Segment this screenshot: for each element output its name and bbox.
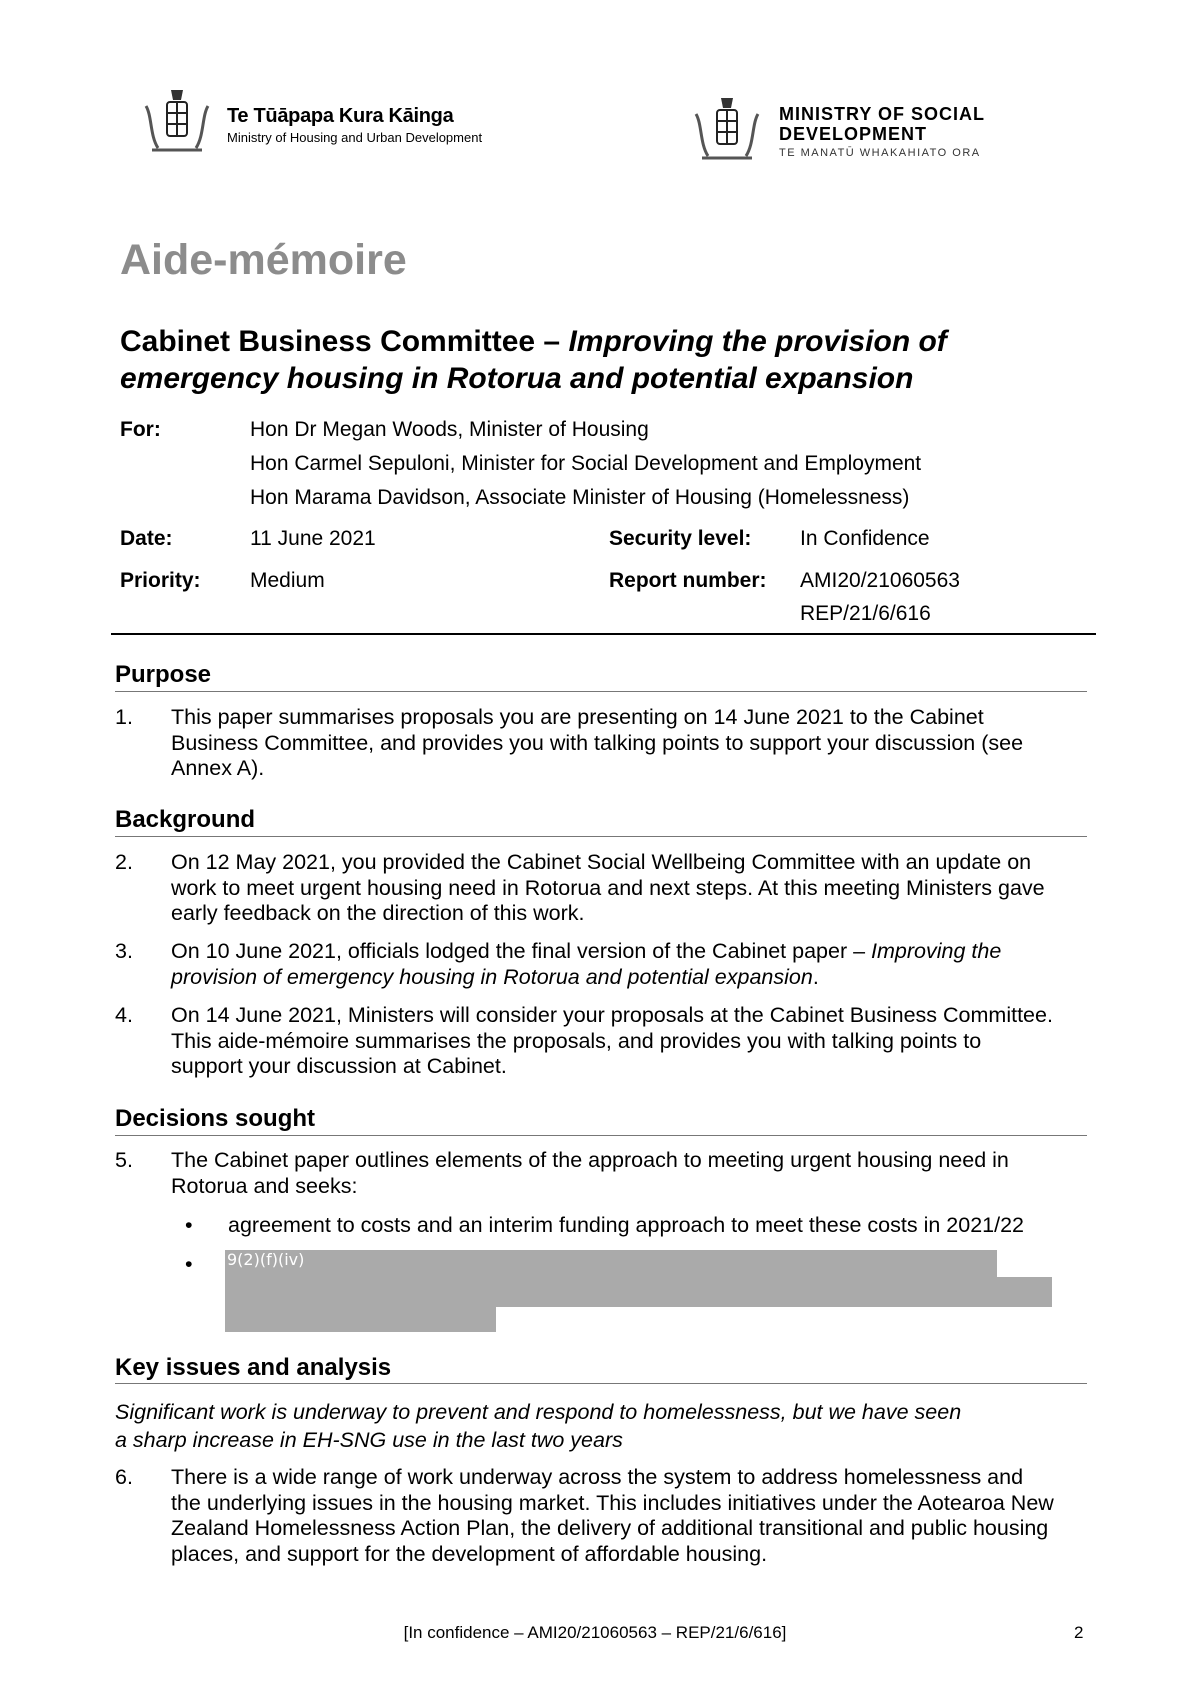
msd-logo-line1: MINISTRY OF SOCIAL (779, 104, 986, 124)
heading-background: Background (115, 806, 256, 833)
title-italic-1: Improving the provision of (568, 325, 947, 358)
priority-value: Medium (250, 569, 325, 592)
redaction-block (225, 1277, 1052, 1307)
security-value: In Confidence (800, 527, 930, 550)
para-number: 3. (115, 939, 133, 963)
line: Rotorua and seeks: (171, 1173, 358, 1198)
paragraph-4 (171, 1003, 1053, 1080)
hud-logo-name: Te Tūāpapa Kura Kāinga (227, 105, 454, 127)
header-divider (111, 633, 1096, 635)
divider (115, 836, 1087, 837)
report-number: REP/21/6/616 (800, 602, 931, 625)
nz-coat-of-arms-icon (138, 86, 216, 158)
divider (115, 691, 1087, 692)
divider (115, 1135, 1087, 1136)
paragraph-6 (171, 1465, 1054, 1567)
recipient: Hon Dr Megan Woods, Minister of Housing (250, 418, 649, 441)
line: Business Committee, and provides you with talking points to support your discussion (see (171, 730, 1024, 755)
report-number: AMI20/21060563 (800, 569, 960, 592)
recipient: Hon Carmel Sepuloni, Minister for Social Development and Employment (250, 452, 922, 475)
para-number: 4. (115, 1003, 133, 1027)
title-italic-2: emergency housing in Rotorua and potential expansion (120, 362, 914, 395)
for-label: For: (120, 418, 161, 441)
bullet-icon: • (185, 1252, 193, 1276)
divider (115, 1383, 1087, 1384)
para-number: 5. (115, 1148, 133, 1172)
bullet-1: agreement to costs and an interim funding approach to meet these costs in 2021/22 (228, 1213, 1024, 1237)
para-number: 6. (115, 1465, 133, 1489)
line-italic: Improving the (871, 939, 1002, 963)
line: early feedback on the direction of this work. (171, 901, 585, 925)
line: On 12 May 2021, you provided the Cabinet Social Wellbeing Committee with an update on (171, 850, 1032, 874)
redaction-block (225, 1306, 496, 1332)
bullet-icon: • (185, 1213, 193, 1237)
heading-decisions: Decisions sought (115, 1105, 316, 1132)
para-number: 1. (115, 705, 133, 729)
document-title (120, 323, 1080, 397)
priority-label: Priority: (120, 569, 201, 592)
line: places, and support for the development of affordable housing. (171, 1541, 768, 1566)
paragraph-3 (171, 939, 1001, 990)
line: a sharp increase in EH-SNG use in the last two years (115, 1428, 623, 1452)
heading-purpose: Purpose (115, 661, 212, 688)
title-plain: Cabinet Business Committee – (120, 325, 569, 358)
msd-logo-subtitle: TE MANATŪ WHAKAHIATO ORA (779, 147, 981, 159)
line: support your discussion at Cabinet. (171, 1054, 507, 1078)
line: Annex A). (171, 756, 265, 780)
security-label: Security level: (609, 527, 752, 550)
paragraph-5 (171, 1148, 1009, 1199)
line: Significant work is underway to prevent and respond to homelessness, but we have seen (115, 1400, 962, 1424)
line: On 14 June 2021, Ministers will consider your proposals at the Cabinet Business Committee. (171, 1003, 1053, 1027)
recipient: Hon Marama Davidson, Associate Minister of Housing (Homelessness) (250, 486, 910, 509)
line: This aide-mémoire summarises the proposals, and provides you with talking points to (171, 1028, 982, 1053)
report-label: Report number: (609, 569, 767, 592)
document-type: Aide-mémoire (120, 236, 407, 284)
paragraph-1 (171, 705, 1023, 782)
footer-text: [In confidence – AMI20/21060563 – REP/21/6/616] (403, 1623, 787, 1642)
date-label: Date: (120, 527, 173, 550)
line: On 10 June 2021, officials lodged the final version of the Cabinet paper – (171, 939, 872, 963)
page-number: 2 (1074, 1623, 1084, 1642)
line-italic: provision of emergency housing in Rotorua and potential expansion (171, 964, 813, 989)
key-issues-intro (115, 1398, 961, 1454)
msd-logo-line2: DEVELOPMENT (779, 124, 928, 144)
nz-coat-of-arms-icon (688, 94, 766, 166)
para-number: 2. (115, 850, 133, 874)
line: Zealand Homelessness Action Plan, the delivery of additional transitional and public housing (171, 1516, 1049, 1540)
line: the underlying issues in the housing market. This includes initiatives under the Aotearoa New (171, 1490, 1054, 1515)
line: There is a wide range of work underway across the system to address homelessness and (171, 1465, 1024, 1489)
redaction-block (225, 1250, 997, 1277)
heading-key-issues: Key issues and analysis (115, 1354, 392, 1381)
line: The Cabinet paper outlines elements of the approach to meeting urgent housing need in (171, 1148, 1009, 1172)
line: . (812, 964, 819, 989)
line: work to meet urgent housing need in Rotorua and next steps. At this meeting Ministers gave (171, 875, 1045, 900)
hud-logo-subtitle: Ministry of Housing and Urban Development (227, 130, 483, 145)
line: This paper summarises proposals you are presenting on 14 June 2021 to the Cabinet (171, 705, 984, 729)
date-value: 11 June 2021 (250, 527, 376, 550)
redaction-code: 9(2)(f)(iv) (227, 1250, 305, 1269)
paragraph-2 (171, 850, 1045, 927)
